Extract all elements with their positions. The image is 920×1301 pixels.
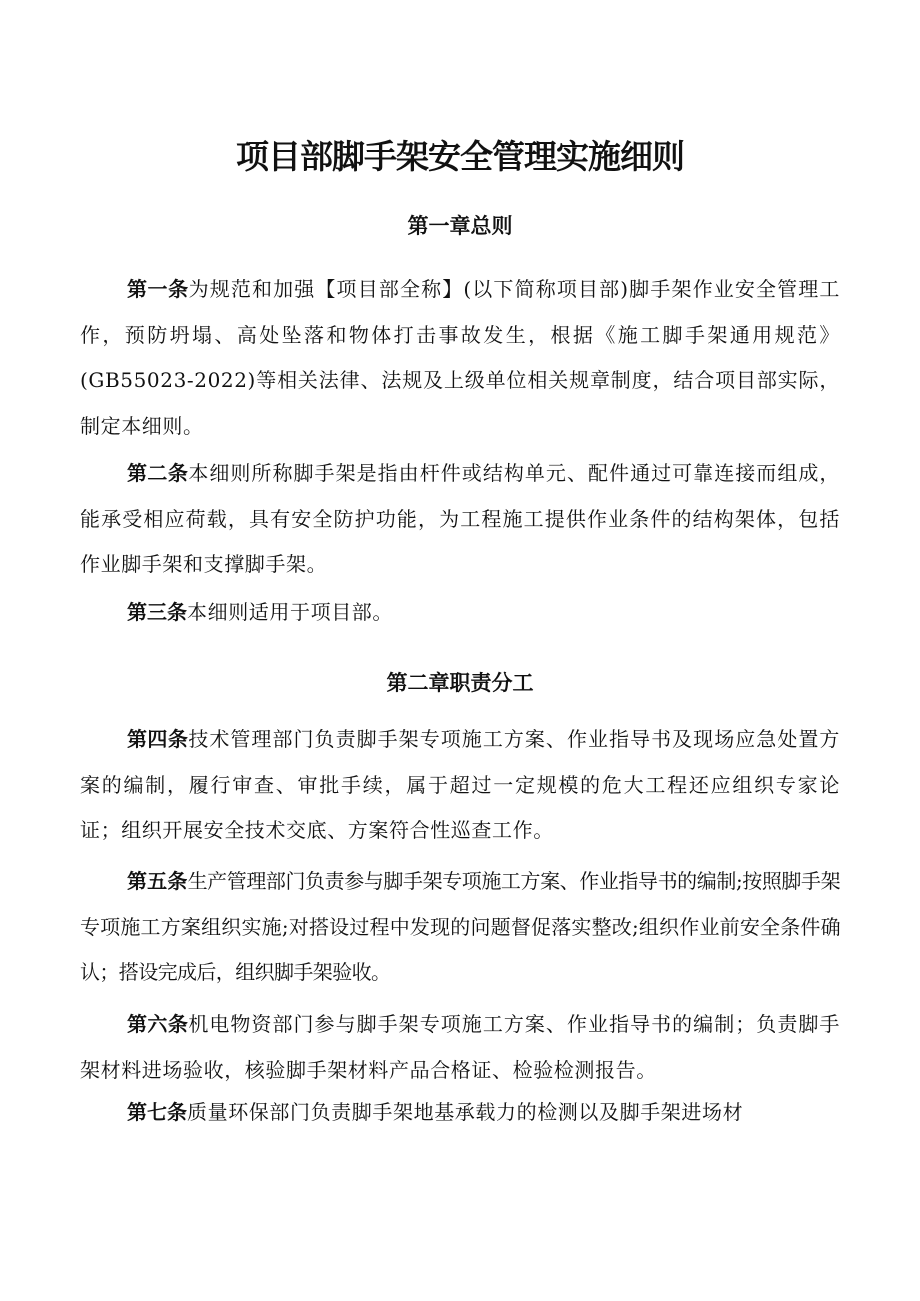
article-4 — [80, 717, 840, 854]
article-text: 本细则所称脚手架是指由杆件或结构单元、配件通过可靠连接而组成，能承受相应荷载，具有安全防护功能，为工程施工提供作业条件的结构架体，包括作业脚手架和支撑脚手架。 — [80, 461, 840, 576]
article-5 — [80, 859, 840, 996]
article-1 — [80, 267, 840, 449]
article-text: 质量环保部门负责脚手架地基承载力的检测以及脚手架进场材 — [187, 1100, 744, 1124]
article-label: 第三条 — [127, 600, 187, 624]
article-label: 第一条 — [127, 277, 189, 301]
chapter-heading-2: 第二章职责分工 — [386, 671, 534, 695]
article-text: 为规范和加强【项目部全称】(以下简称项目部)脚手架作业安全管理工作，预防坍塌、高处坠落和物体打击事故发生，根据《施工脚手架通用规范》(GB55023-2022)等相关法律、法规及上级单位相关规章制度，结合项目部实际，制定本细则。 — [80, 277, 840, 438]
article-text: 机电物资部门参与脚手架专项施工方案、作业指导书的编制；负责脚手架材料进场验收，核验脚手架材料产品合格证、检验检测报告。 — [80, 1012, 840, 1082]
chapter-heading-1: 第一章总则 — [407, 214, 513, 238]
article-3 — [80, 590, 840, 636]
article-label: 第四条 — [127, 727, 189, 751]
article-text: 技术管理部门负责脚手架专项施工方案、作业指导书及现场应急处置方案的编制，履行审查、审批手续，属于超过一定规模的危大工程还应组织专家论证；组织开展安全技术交底、方案符合性巡查工作。 — [80, 727, 840, 842]
article-text: 本细则适用于项目部。 — [187, 600, 393, 624]
article-label: 第六条 — [127, 1012, 189, 1036]
article-7 — [80, 1090, 840, 1136]
article-6 — [80, 1002, 840, 1093]
article-label: 第二条 — [127, 461, 189, 485]
article-label: 第七条 — [127, 1100, 187, 1124]
article-label: 第五条 — [127, 869, 188, 893]
document-title: 项目部脚手架安全管理实施细则 — [236, 137, 684, 176]
article-text: 生产管理部门负责参与脚手架专项施工方案、作业指导书的编制;按照脚手架专项施工方案组织实施;对搭设过程中发现的问题督促落实整改;组织作业前安全条件确认；搭设完成后，组织脚手架验收。 — [80, 869, 841, 984]
article-2 — [80, 451, 840, 588]
